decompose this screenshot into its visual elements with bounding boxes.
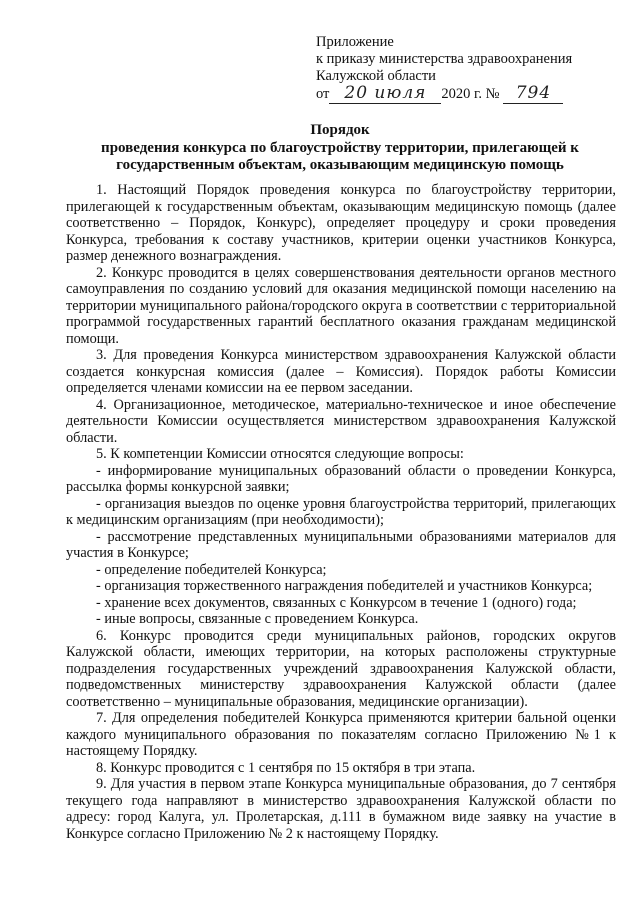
appendix-order-ref: к приказу министерства здравоохранения	[316, 51, 573, 67]
date-prefix: от	[316, 86, 330, 102]
appendix-label: Приложение	[316, 34, 394, 50]
paragraph-4: 4. Организационное, методическое, материально-техническое и иное обеспечение деятельности Комиссии осуществляется министерством здравоохранения Калужской области.	[66, 396, 616, 446]
paragraph-5: 5. К компетенции Комиссии относятся следующие вопросы:	[96, 446, 464, 462]
document-title	[60, 122, 620, 174]
order-date-line	[316, 85, 616, 105]
paragraph-2: 2. Конкурс проводится в целях совершенствования деятельности органов местного самоуправления по созданию условий для оказания медицинской помощи населению на территории муниципального района/городского округа в соответствии с территориальной программой государственных гарантий бесплатного оказания гражданам медицинской помощи.	[66, 264, 616, 347]
paragraph-7: 7. Для определения победителей Конкурса применяются критерии бальной оценки каждого муниципального образования по показателям согласно Приложению №1 к настоящему Порядку.	[66, 710, 616, 759]
paragraph-1: 1. Настоящий Порядок проведения конкурса по благоустройству территории, прилегающей к государственным объектам, оказывающим медицинскую помощь (далее соответственно – Порядок, Конкурс), определяет процедуру и сроки проведения Конкурса, требования к составу участников, критерии оценки участников Конкурса, размер денежного вознаграждения.	[66, 182, 616, 264]
list-item: - иные вопросы, связанные с проведением Конкурса.	[96, 611, 419, 627]
paragraph-9: 9. Для участия в первом этапе Конкурса муниципальные образования, до 7 сентября текущего года направляют в министерство здравоохранения Калужской области по адресу: город Калуга, ул. Пролетарская, д.111 в бумажном виде заявку на участие в Конкурсе согласно Приложению № 2 к настоящему Порядку.	[66, 776, 616, 842]
paragraph-6: 6. Конкурс проводится среди муниципальных районов, городских округов Калужской области, имеющих территории, на которых расположены структурные подразделения государственных учреждений здравоохранения Калужской области, подведомственных министерству здравоохранения Калужской области (далее соответственно – муниципальные образования, медицинские организации).	[66, 627, 616, 710]
handwritten-number: 794	[503, 85, 563, 104]
list-item: - определение победителей Конкурса;	[96, 561, 327, 578]
title-main: Порядок	[310, 122, 370, 138]
list-item: - рассмотрение представленных муниципальными образованиями материалов для участия в Конкурсе;	[66, 528, 616, 561]
appendix-region: Калужской области	[316, 68, 436, 84]
appendix-header	[316, 34, 616, 105]
list-item: - хранение всех документов, связанных с Конкурсом в течение 1 (одного) года;	[96, 594, 577, 611]
paragraph-3: 3. Для проведения Конкурса министерством здравоохранения Калужской области создается конкурсная комиссия (далее – Комиссия). Порядок работы Комиссии определяется членами комиссии на ее первом заседании.	[66, 347, 616, 396]
handwritten-date: 20 июля	[329, 85, 441, 104]
title-subtitle: проведения конкурса по благоустройству территории, прилегающей к государственным объектам, оказывающим медицинскую помощь	[101, 140, 579, 173]
list-item: - организация торжественного награждения победителей и участников Конкурса;	[96, 578, 593, 594]
document-body	[66, 182, 616, 842]
list-item: - информирование муниципальных образований области о проведении Конкурса, рассылка формы конкурсной заявки;	[66, 462, 616, 495]
list-item: - организация выездов по оценке уровня благоустройства территорий, прилегающих к медицинским организациям (при необходимости);	[66, 495, 616, 528]
order-year: 2020 г. №	[441, 86, 500, 102]
paragraph-8: 8. Конкурс проводится с 1 сентября по 15 октября в три этапа.	[96, 759, 476, 776]
